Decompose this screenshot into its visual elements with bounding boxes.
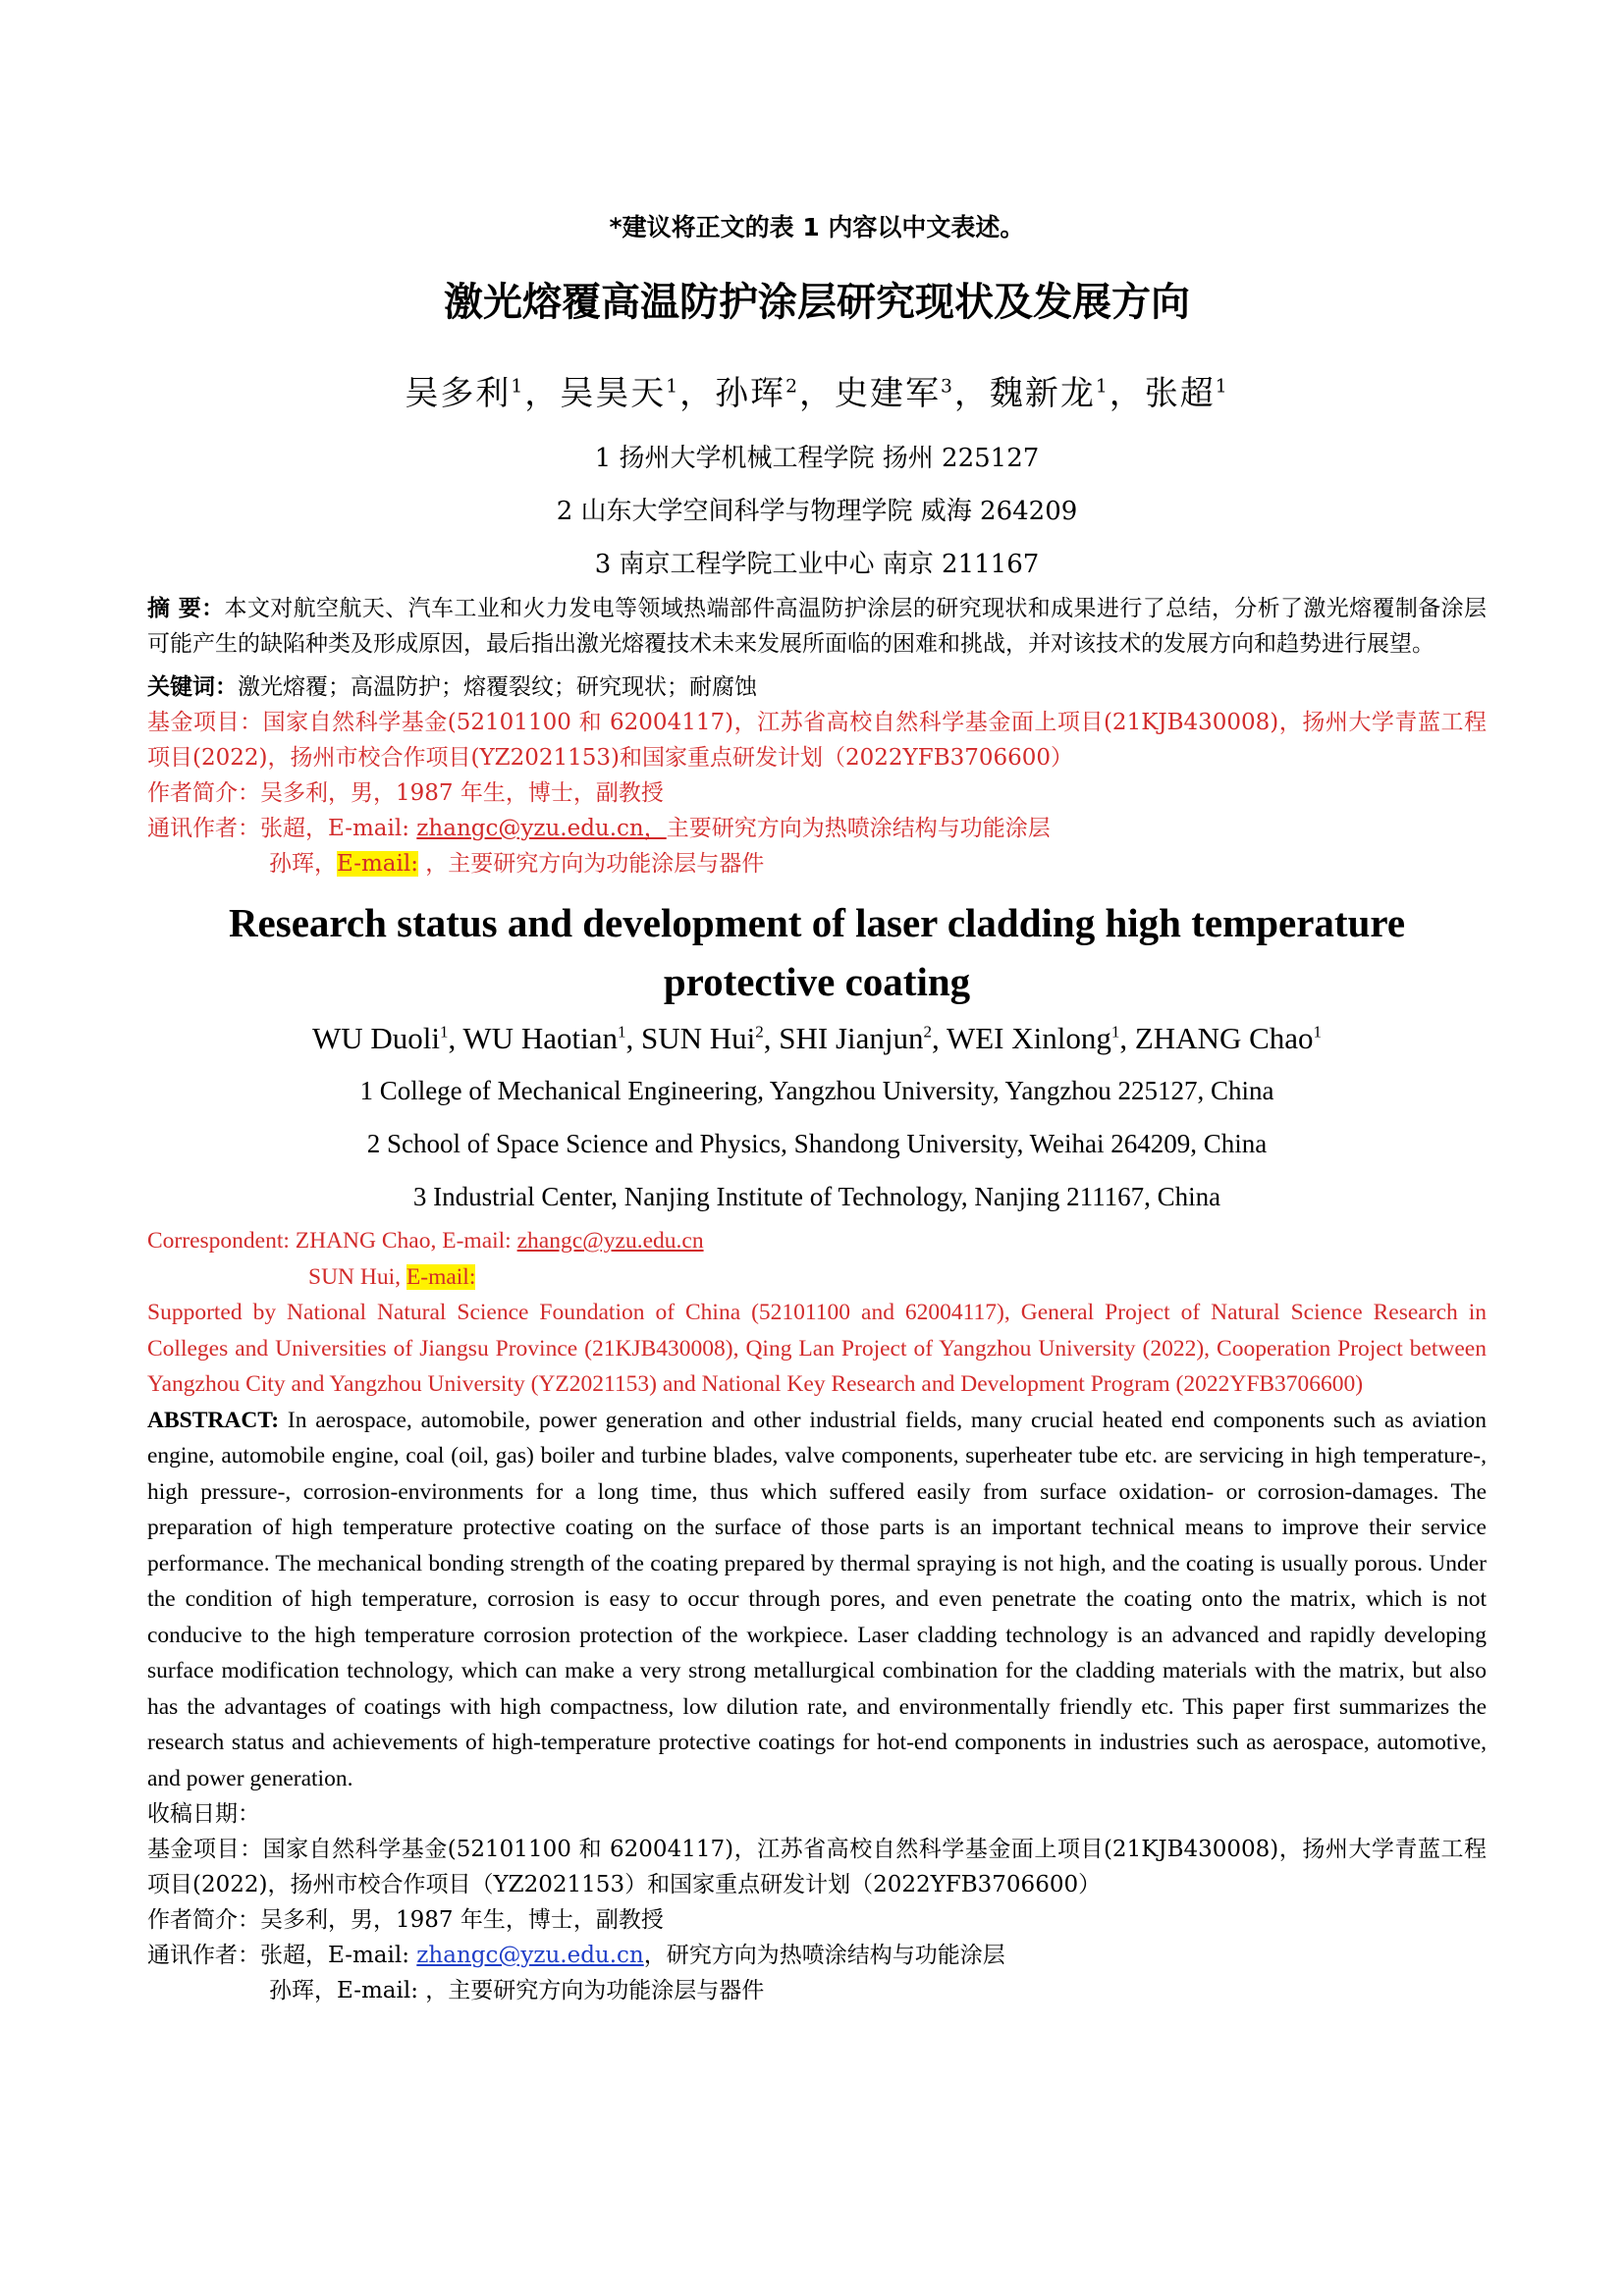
cn-corresponding-red: 通讯作者：张超，E-mail: zhangc@yzu.edu.cn，主要研究方向为热喷涂结构与功能涂层	[147, 816, 1051, 841]
cn-affiliation: 1 扬州大学机械工程学院 扬州 225127	[594, 444, 1040, 473]
en-author: SHI Jianjun$^2$,	[779, 1021, 947, 1055]
editor-note: *建议将正文的表 1 内容以中文表述。	[609, 213, 1025, 241]
en-author: ZHANG Chao$^1$	[1134, 1021, 1323, 1055]
cn-author: 史建军$^3$，	[835, 374, 990, 413]
footer-author-intro: 作者简介：吴多利，男，1987 年生，博士，副教授	[147, 1907, 664, 1933]
en-correspondent: Correspondent: ZHANG Chao, E-mail: zhangc@yzu.edu.cn	[147, 1228, 704, 1254]
en-author: WU Haotian$^1$,	[462, 1021, 641, 1055]
english-title: Research status and development of laser cladding high temperature protective coating	[228, 900, 1406, 1004]
cn-author-intro-red: 作者简介：吴多利，男，1987 年生，博士，副教授	[147, 780, 664, 806]
en-author: WEI Xinlong$^1$,	[946, 1021, 1135, 1055]
footer-corresponding: 通讯作者：张超，E-mail: zhangc@yzu.edu.cn，研究方向为热喷涂结构与功能涂层	[147, 1943, 1005, 1968]
corr-email-link[interactable]: zhangc@yzu.edu.cn，	[416, 816, 667, 841]
cn-author: 魏新龙$^1$，	[989, 374, 1145, 413]
footer-fund: 基金项目：国家自然科学基金(52101100 和 62004117)，江苏省高校自然科学基金面上项目(21KJB430008)，扬州大学青蓝工程项目(2022)，扬州市校合作项目（YZ2021153）和国家重点研发计划（2022YFB3706600）	[147, 1837, 1487, 1897]
chinese-abstract: 摘 要：本文对航空航天、汽车工业和火力发电等领域热端部件高温防护涂层的研究现状和成果进行了总结，分析了激光熔覆制备涂层可能产生的缺陷种类及形成原因，最后指出激光熔覆技术未来发展所面临的困难和挑战，并对该技术的发展方向和趋势进行展望。	[147, 596, 1487, 657]
chinese-keywords: 关键词：激光熔覆；高温防护；熔覆裂纹；研究现状；耐腐蚀	[147, 674, 757, 700]
en-author: SUN Hui$^2$,	[640, 1021, 780, 1055]
chinese-author-list	[147, 371, 1487, 416]
cn-affiliation: 2 山东大学空间科学与物理学院 威海 264209	[556, 497, 1078, 526]
abstract-label: 摘 要：	[147, 596, 225, 621]
cn-author: 吴多利$^1$，	[405, 374, 561, 413]
en-abstract-label: ABSTRACT:	[147, 1407, 280, 1433]
received-date: 收稿日期：	[147, 1801, 260, 1827]
english-affiliations	[147, 1064, 1487, 1223]
keywords-label: 关键词：	[147, 674, 238, 700]
footer-corr-email-link[interactable]: zhangc@yzu.edu.cn	[416, 1943, 644, 1968]
highlighted-email-label: E-mail:	[337, 851, 418, 877]
cn-author: 吴昊天$^1$，	[560, 374, 716, 413]
cn-affiliation: 3 南京工程学院工业中心 南京 211167	[594, 550, 1040, 579]
english-author-list	[147, 1017, 1487, 1060]
en-affiliation: 1 College of Mechanical Engineering, Yangzhou University, Yangzhou 225127, China	[359, 1076, 1274, 1105]
cn-author: 张超$^1$	[1144, 374, 1229, 413]
en-highlighted-email-label: E-mail:	[406, 1263, 476, 1290]
en-correspondent2: SUN Hui, E-mail:	[308, 1263, 476, 1290]
paper-content	[147, 210, 1487, 2008]
cn-author: 孙珲$^2$，	[715, 374, 835, 413]
chinese-title: 激光熔覆高温防护涂层研究现状及发展方向	[444, 280, 1190, 325]
en-supported-by: Supported by National Natural Science Foundation of China (52101100 and 62004117), General Project of Natural Science Research in Colleges and Universities of Jiangsu Province (21KJB430008), Qing Lan Project of Yangzhou University (2022), Cooperation Project between Yangzhou City and Yangzhou University (YZ2021153) and National Key Research and Development Program (2022YFB3706600)	[147, 1300, 1487, 1397]
en-author: WU Duoli$^1$,	[311, 1021, 463, 1055]
cn-fund-red: 基金项目：国家自然科学基金(52101100 和 62004117)，江苏省高校自然科学基金面上项目(21KJB430008)，扬州大学青蓝工程项目(2022)，扬州市校合作项目(YZ2021153)和国家重点研发计划（2022YFB3706600）	[147, 710, 1487, 771]
en-affiliation: 3 Industrial Center, Nanjing Institute of Technology, Nanjing 211167, China	[412, 1182, 1221, 1211]
en-affiliation: 2 School of Space Science and Physics, Shandong University, Weihai 264209, China	[366, 1129, 1268, 1158]
chinese-affiliations	[147, 432, 1487, 591]
en-corr-email-link[interactable]: zhangc@yzu.edu.cn	[516, 1228, 704, 1254]
footer-corresponding2: 孙珲，E-mail: ，主要研究方向为功能涂层与器件	[269, 1978, 765, 2003]
cn-corresponding2-red: 孙珲，E-mail: ，主要研究方向为功能涂层与器件	[269, 851, 765, 877]
english-abstract: ABSTRACT: In aerospace, automobile, power generation and other industrial fields, many crucial heated end components such as aviation engine, automobile engine, coal (oil, gas) boiler and turbine blades, valve components, superheater tube etc. are servicing in high temperature-, high pressure-, corrosion-environments for a long time, thus which suffered easily from surface oxidation- or corrosion-damages. The preparation of high temperature protective coating on the surface of those parts is an important technical means to improve their service performance. The mechanical bonding strength of the coating prepared by thermal spraying is not high, and the coating is usually porous. Under the condition of high temperature, corrosion is easy to occur through pores, and even penetrate the coating onto the matrix, which is not conducive to the high temperature corrosion protection of the workpiece. Laser cladding technology is an advanced and rapidly developing surface modification technology, which can make a very strong metallurgical combination for the cladding materials with the matrix, but also has the advantages of coatings with high compactness, low dilution rate, and environmentally friendly etc. This paper first summarizes the research status and achievements of high-temperature protective coatings for hot-end components in industries such as aerospace, automotive, and power generation.	[147, 1407, 1487, 1791]
